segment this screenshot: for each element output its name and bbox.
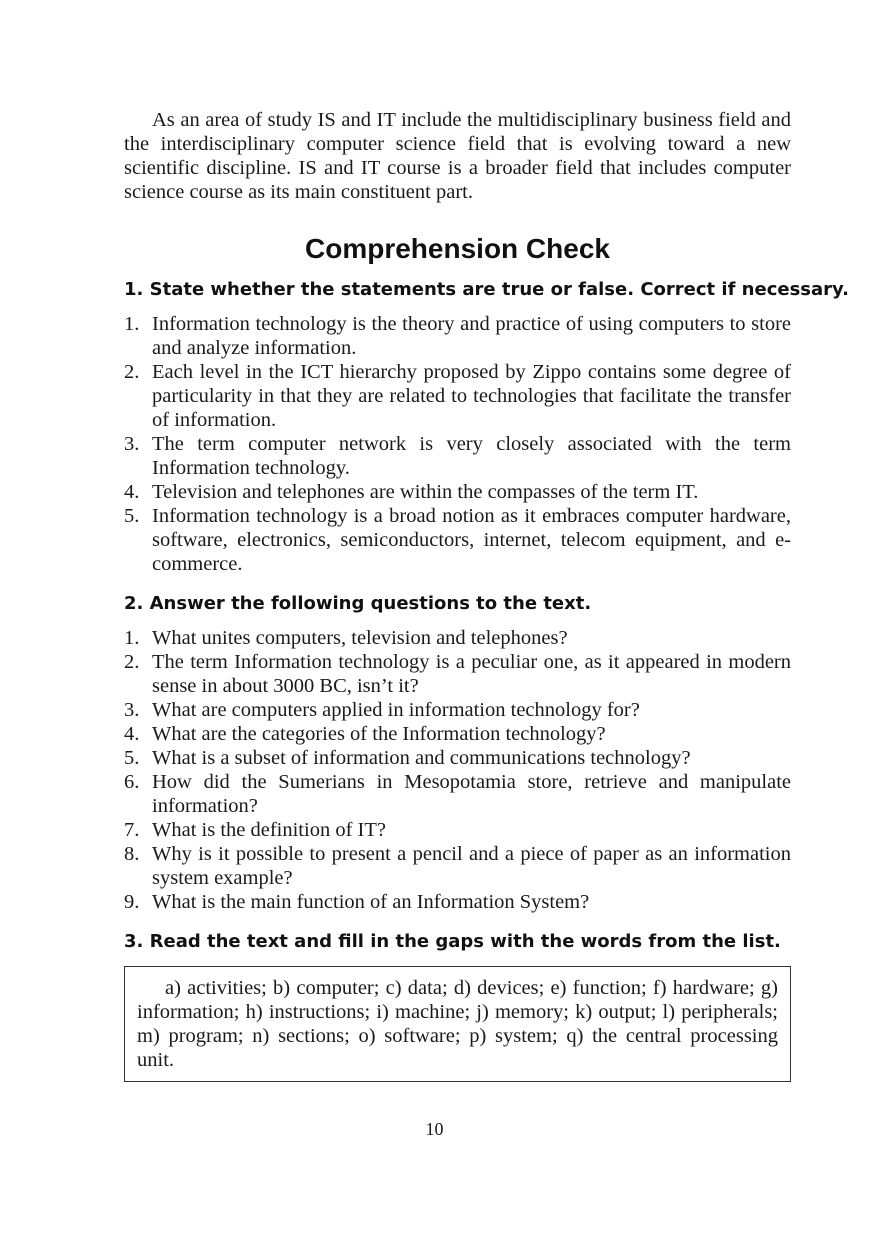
- task1-list: [124, 312, 791, 576]
- item-number: 7.: [124, 819, 140, 841]
- item-number: 9.: [124, 891, 140, 913]
- list-item: [124, 432, 791, 480]
- item-number: 4.: [124, 481, 140, 503]
- word-list: a) activities; b) computer; c) data; d) devices; e) function; f) hardware; g) information; h) instructions; i) machine; j) memory; k) output; l) peripherals; m) program; n) sections; o) software; p) system; q) the central processing unit.: [137, 977, 778, 1071]
- item-text: Information technology is a broad notion as it embraces computer hardware, software, electronics, semiconductors, internet, telecom equipment, and e-commerce.: [152, 505, 791, 575]
- list-item: [124, 722, 791, 746]
- item-text: The term computer network is very closely associated with the term Information technology.: [152, 433, 791, 479]
- page-content: [124, 108, 849, 1082]
- list-item: [124, 746, 791, 770]
- intro-paragraph: As an area of study IS and IT include the multidisciplinary business field and the interdisciplinary computer science field that is evolving toward a new scientific discipline. IS and IT course is a broader field that includes computer science course as its main constituent part.: [124, 109, 791, 203]
- list-item: [124, 626, 791, 650]
- list-item: [124, 504, 791, 576]
- section-title: Comprehension Check: [305, 233, 610, 264]
- item-number: 8.: [124, 843, 140, 865]
- list-item: [124, 698, 791, 722]
- item-number: 1.: [124, 313, 140, 335]
- item-number: 3.: [124, 433, 140, 455]
- item-text: Information technology is the theory and practice of using computers to store and analyze information.: [152, 313, 791, 359]
- item-number: 2.: [124, 361, 140, 383]
- item-text: The term Information technology is a peculiar one, as it appeared in modern sense in about 3000 BC, isn’t it?: [152, 651, 791, 697]
- list-item: [124, 360, 791, 432]
- item-number: 3.: [124, 699, 140, 721]
- task3-heading: 3. Read the text and fill in the gaps with the words from the list.: [124, 931, 781, 952]
- item-number: 4.: [124, 723, 140, 745]
- item-number: 2.: [124, 651, 140, 673]
- word-list-box: [124, 966, 791, 1082]
- list-item: [124, 312, 791, 360]
- item-text: What is a subset of information and communications technology?: [152, 747, 691, 769]
- list-item: [124, 842, 791, 890]
- task2-list: [124, 626, 791, 914]
- item-text: What are the categories of the Information technology?: [152, 723, 606, 745]
- task2-heading: 2. Answer the following questions to the text.: [124, 593, 592, 614]
- list-item: [124, 770, 791, 818]
- item-text: What is the main function of an Information System?: [152, 891, 590, 913]
- list-item: [124, 890, 791, 914]
- task1-heading: 1. State whether the statements are true or false. Correct if necessary.: [124, 279, 849, 300]
- item-text: Each level in the ICT hierarchy proposed by Zippo contains some degree of particularity in that they are related to technologies that facilitate the transfer of information.: [152, 361, 791, 431]
- item-number: 5.: [124, 505, 140, 527]
- item-text: What unites computers, television and telephones?: [152, 627, 568, 649]
- list-item: [124, 650, 791, 698]
- list-item: [124, 480, 791, 504]
- item-text: Why is it possible to present a pencil and a piece of paper as an information system example?: [152, 843, 791, 889]
- item-text: Television and telephones are within the compasses of the term IT.: [152, 481, 699, 503]
- item-number: 6.: [124, 771, 140, 793]
- item-number: 5.: [124, 747, 140, 769]
- page-number: 10: [425, 1119, 444, 1139]
- item-text: What is the definition of IT?: [152, 819, 386, 841]
- item-text: What are computers applied in information technology for?: [152, 699, 640, 721]
- item-text: How did the Sumerians in Mesopotamia store, retrieve and manipulate information?: [152, 771, 791, 817]
- list-item: [124, 818, 791, 842]
- item-number: 1.: [124, 627, 140, 649]
